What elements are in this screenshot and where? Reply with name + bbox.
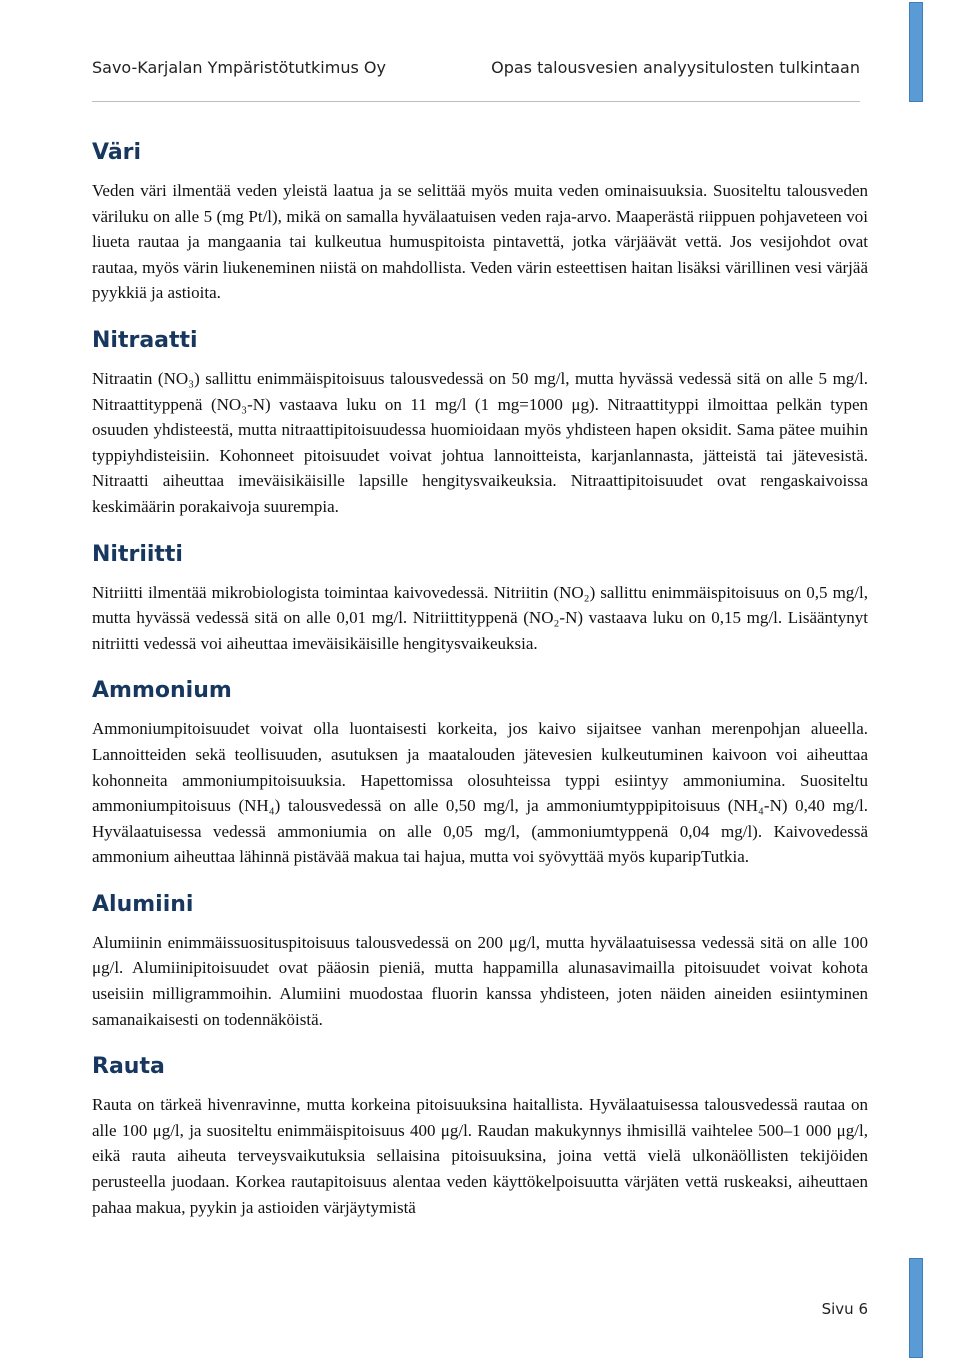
- section-rauta: [92, 1052, 868, 1220]
- section-heading: Nitraatti: [92, 327, 198, 353]
- document-body: [92, 138, 868, 1220]
- section-paragraph: Veden väri ilmentää veden yleistä laatua ja se selittää myös muita veden ominaisuuksia. Suositeltu talousveden väriluku on alle 5 (mg Pt/l), mikä on samalla hyvälaatuisen veden raja-arvo. Maaperästä riippuen pohjaveteen voi liueta rautaa ja mangaania tai kulkeutua humuspitoista pintavettä, jotka värjäävät vettä. Jos vesijohdot ovat rautaa, myös värin liukeneminen niistä on mahdollista. Veden värin esteettisen haitan lisäksi värillinen vesi värjää pyykkiä ja astioita.: [92, 181, 868, 303]
- section-nitriitti: [92, 540, 868, 657]
- section-ammonium: [92, 676, 868, 870]
- header-divider: [92, 101, 860, 102]
- section-paragraph: Ammoniumpitoisuudet voivat olla luontaisesti korkeita, jos kaivo sijaitsee vanhan merenpohjan alueella. Lannoitteiden sekä teollisuuden, asutuksen ja maatalouden jätevesien kulkeutuminen kaivoon voi aiheuttaa kohonneita ammoniumpitoisuuksia. Hapettomissa olosuhteissa typpi esiintyy ammoniumina. Suositeltu ammoniumpitoisuus (NH₄) talousvedessä on alle 0,50 mg/l, ja ammoniumtyppipitoisuus (NH₄-N) 0,40 mg/l. Hyvälaatuisessa vedessä ammoniumia on alle 0,05 mg/l, (ammoniumtyppenä 0,04 mg/l). Kaivovedessä ammonium aiheuttaa lähinnä pistävää makua tai hajua, mutta voi syövyttää myös kuparipTutkia.: [92, 719, 868, 867]
- section-vari: [92, 138, 868, 306]
- section-heading: Ammonium: [92, 678, 232, 704]
- page-number: Sivu 6: [821, 1300, 868, 1318]
- section-paragraph: Alumiinin enimmäissuosituspitoisuus talousvedessä on 200 μg/l, mutta hyvälaatuisessa vedessä sitä on alle 100 μg/l. Alumiinipitoisuudet ovat pääosin pieniä, mutta happamilla alunasavimailla pitoisuudet voivat kohota useisiin milligrammoihin. Alumiini muodostaa fluorin kanssa yhdisteen, joten näiden aineiden esiintyminen samanaikaisesti on todennäköistä.: [92, 932, 868, 1029]
- header-organization: Savo-Karjalan Ympäristötutkimus Oy: [92, 58, 386, 77]
- section-heading: Rauta: [92, 1054, 165, 1080]
- section-paragraph: Nitriitti ilmentää mikrobiologista toimintaa kaivovedessä. Nitriitin (NO₂) sallittu enimmäispitoisuus on 0,5 mg/l, mutta hyvässä vedessä sitä on alle 0,01 mg/l. Nitriittityppenä (NO₂-N) vastaava luku on 0,15 mg/l. Lisääntynyt nitriitti vedessä voi aiheuttaa imeväisikäisille hengitysvaikeuksia.: [92, 582, 868, 653]
- section-alumiini: [92, 890, 868, 1032]
- page-header: [92, 58, 860, 77]
- decorative-side-bar-top: [909, 2, 923, 102]
- section-paragraph: Nitraatin (NO₃) sallittu enimmäispitoisuus talousvedessä on 50 mg/l, mutta hyvässä vedessä sitä on alle 5 mg/l. Nitraattityppenä (NO₃-N) vastaava luku on 11 mg/l (1 mg=1000 μg). Nitraattityppi ilmoittaa pelkän typen osuuden yhdisteestä, mutta nitraattipitoisuudessa huomioidaan myös yhdisteen hapen oksidit. Sama pätee muihin typpiyhdisteisiin. Kohonneet pitoisuudet voivat johtua lannoitteista, karjanlannasta, jätteistä tai jätevesistä. Nitraatti aiheuttaa imeväisikäisille lapsille hengitysvaikeuksia. Nitraattipitoisuudet ovat rengaskaivoissa keskimäärin porakaivoja suurempia.: [92, 368, 868, 516]
- section-nitraatti: [92, 326, 868, 520]
- section-heading: Väri: [92, 140, 142, 165]
- header-document-title: Opas talousvesien analyysitulosten tulkintaan: [491, 58, 860, 77]
- decorative-side-bar-bottom: [909, 1258, 923, 1358]
- section-paragraph: Rauta on tärkeä hivenravinne, mutta korkeina pitoisuuksina haitallista. Hyvälaatuisessa talousvedessä rautaa on alle 100 μg/l, ja suositeltu enimmäispitoisuus 400 μg/l. Raudan makukynnys ihmisillä vaihtelee 500–1 000 μg/l, eikä rauta aiheuta terveysvaikutuksia sellaisina pitoisuuksina, joina vettä vielä ulkonäöllisten tekijöiden perusteella juodaan. Korkea rautapitoisuus alentaa veden käyttökelpoisuutta värjäten vettä ruskeaksi, aiheuttaen pahaa makua, pyykin ja astioiden värjäytymistä: [92, 1095, 868, 1217]
- section-heading: Nitriitti: [92, 541, 183, 567]
- section-heading: Alumiini: [92, 891, 194, 917]
